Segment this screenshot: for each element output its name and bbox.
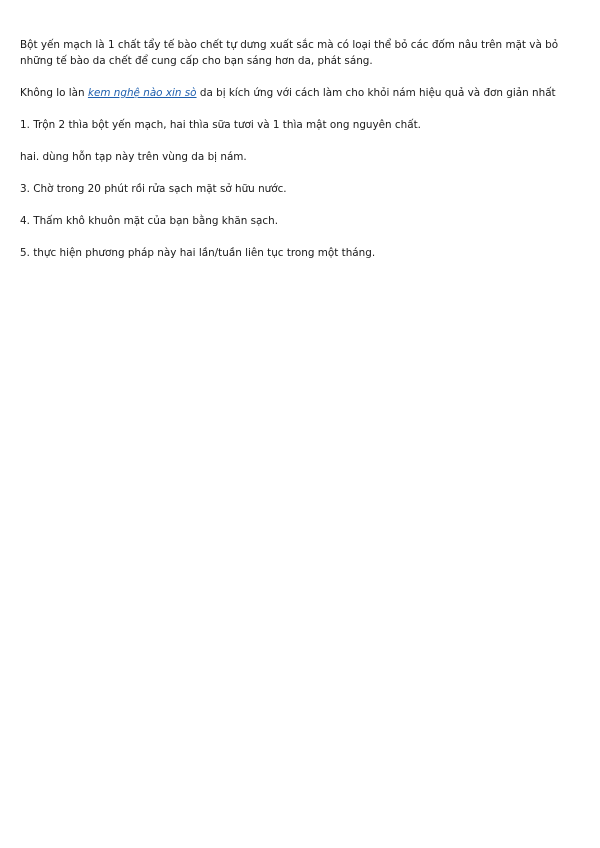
link-paragraph-before: Không lo làn xyxy=(20,87,88,99)
intro-paragraph: Bột yến mạch là 1 chất tẩy tế bào chết tự dưng xuất sắc mà có loại thể bỏ các đốm nâu trên mặt và bỏ những tế bào da chết để cung cấp cho bạn sáng hơn da, phát sáng. xyxy=(20,39,559,67)
article-link[interactable]: kem nghệ nào xin sò xyxy=(87,87,197,99)
step-3: 3. Chờ trong 20 phút rồi rửa sạch mặt sở hữu nước. xyxy=(20,183,287,195)
step-5: 5. thực hiện phương pháp này hai lần/tuần liên tục trong một tháng. xyxy=(20,247,376,259)
link-paragraph-after: da bị kích ứng với cách làm cho khỏi nám hiệu quả và đơn giản nhất xyxy=(196,87,556,99)
step-1: 1. Trộn 2 thìa bột yến mạch, hai thìa sữa tươi và 1 thìa mật ong nguyên chất. xyxy=(20,119,421,131)
link-paragraph xyxy=(20,85,582,101)
step-4: 4. Thấm khô khuôn mặt của bạn bằng khăn sạch. xyxy=(20,215,279,227)
step-2: hai. dùng hỗn tạp này trên vùng da bị nám. xyxy=(20,151,247,163)
